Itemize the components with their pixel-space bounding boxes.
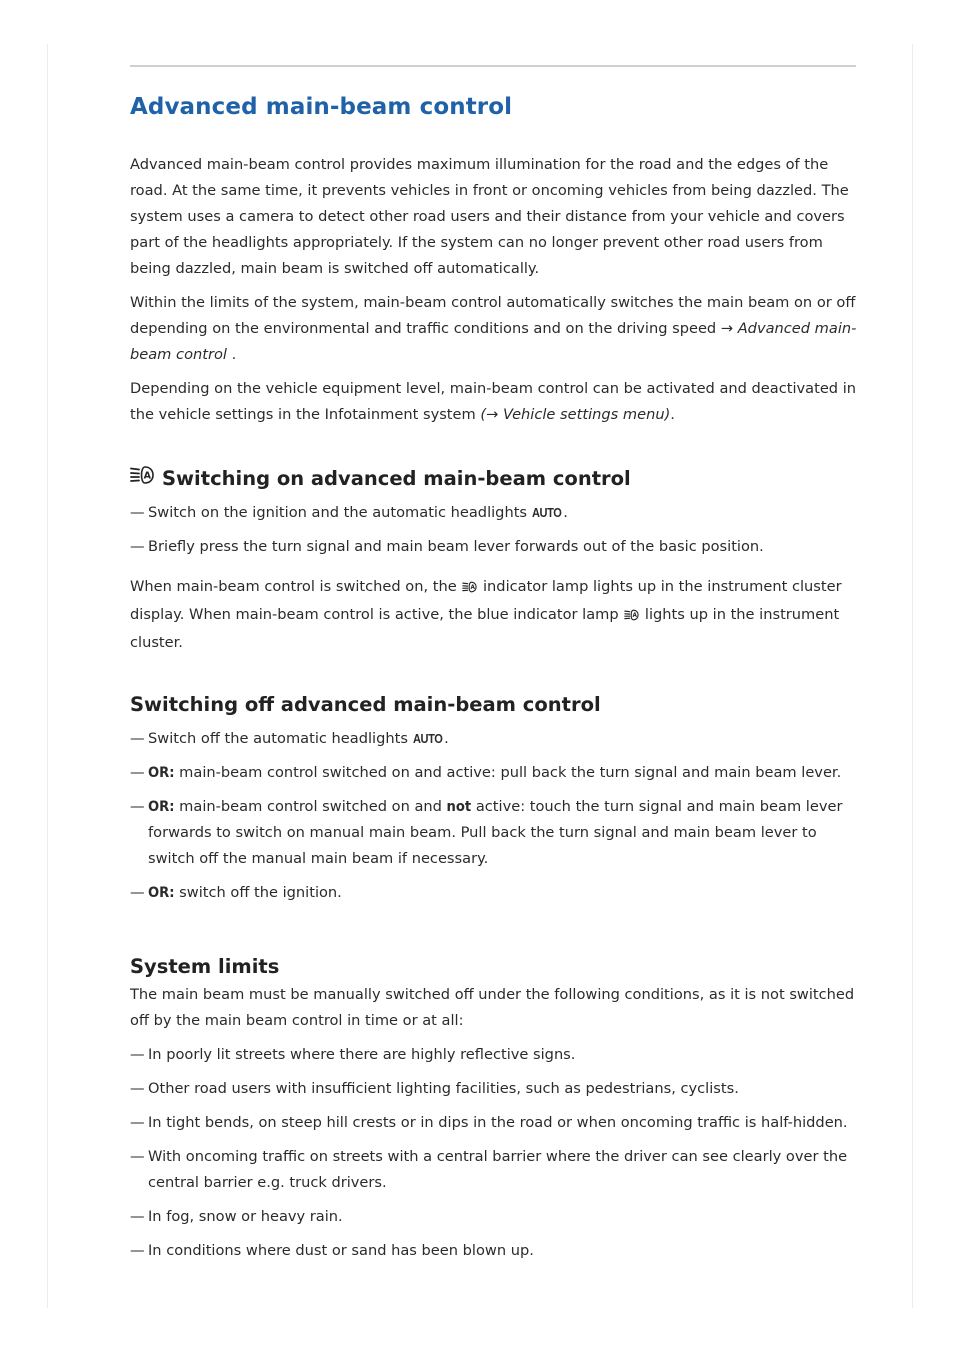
list-item: — Other road users with insufficient lighting facilities, such as pedestrians, cyclists. xyxy=(130,1076,858,1102)
list-item: — With oncoming traffic on streets with a central barrier where the driver can see clearly over the central barrier e.g. truck drivers. xyxy=(130,1144,858,1196)
list-item: — In tight bends, on steep hill crests or in dips in the road or when oncoming traffic is half-hidden. xyxy=(130,1110,858,1136)
system-limits-list xyxy=(130,1042,858,1264)
list-item: — Briefly press the turn signal and main beam lever forwards out of the basic position. xyxy=(130,534,858,560)
auto-headlight-badge: AUTO xyxy=(531,505,562,520)
settings-paragraph: Depending on the vehicle equipment level, main-beam control can be activated and deactivated in the vehicle settings in the Infotainment system (→ Vehicle settings menu). xyxy=(130,380,857,423)
advanced-main-beam-link[interactable]: → Advanced main-beam control xyxy=(130,320,857,363)
page-title: Advanced main-beam control xyxy=(130,94,513,120)
or-label: OR: xyxy=(148,764,175,781)
or-label: OR: xyxy=(148,884,175,901)
svg-text:A: A xyxy=(470,585,476,592)
list-item: — In conditions where dust or sand has been blown up. xyxy=(130,1238,858,1264)
list-item: — Switch on the ignition and the automatic headlights AUTO . xyxy=(130,500,858,526)
document-body xyxy=(130,88,858,1264)
indicator-lamp-note: When main-beam control is switched on, the A indicator lamp lights up in the instrument cluster display. When main-beam control is active, the blue indicator lamp A lights up in the instrument cluster. xyxy=(130,578,842,651)
switch-off-steps xyxy=(130,726,858,906)
list-item: — Switch off the automatic headlights AUTO . xyxy=(130,726,858,752)
main-beam-indicator-icon xyxy=(623,604,640,630)
auto-main-beam-icon xyxy=(130,464,154,494)
intro-paragraph: Advanced main-beam control provides maximum illumination for the road and the edges of the road. At the same time, it prevents vehicles in front or oncoming vehicles from being dazzled. The system uses a camera to detect other road users and their distance from your vehicle and covers part of the headlights appropriately. If the system can no longer prevent other road users from being dazzled, main beam is switched off automatically. xyxy=(130,156,849,277)
switch-on-heading: A Switching on advanced main-beam control xyxy=(130,464,858,494)
or-label: OR: xyxy=(148,798,175,815)
svg-text:A: A xyxy=(632,613,638,620)
auto-headlight-badge: AUTO xyxy=(412,731,442,746)
list-item: — In poorly lit streets where there are highly reflective signs. xyxy=(130,1042,858,1068)
not-emphasis: not xyxy=(446,798,472,815)
page-margin-line-right xyxy=(912,44,913,1308)
list-item: — OR: main-beam control switched on and not active: touch the turn signal and main beam lever forwards to switch on manual main beam. Pull back the turn signal and main beam lever to switch off the manual main beam if necessary. xyxy=(130,794,858,872)
page-margin-line-left xyxy=(47,44,48,1308)
system-limits-intro: The main beam must be manually switched off under the following conditions, as it is not switched off by the main beam control in time or at all: xyxy=(130,986,855,1029)
limits-paragraph: Within the limits of the system, main-beam control automatically switches the main beam on or off depending on the environmental and traffic conditions and on the driving speed → Advanced main-beam control . xyxy=(130,294,857,363)
top-divider xyxy=(130,65,856,67)
svg-text:A: A xyxy=(143,470,151,482)
arrow-right-icon: → xyxy=(720,320,734,337)
switch-on-steps xyxy=(130,500,858,560)
list-item: — OR: main-beam control switched on and active: pull back the turn signal and main beam lever. xyxy=(130,760,858,786)
switch-off-heading: Switching off advanced main-beam control xyxy=(130,693,601,716)
list-item: — OR: switch off the ignition. xyxy=(130,880,858,906)
vehicle-settings-link[interactable]: (→ Vehicle settings menu) xyxy=(480,406,671,423)
list-item: — In fog, snow or heavy rain. xyxy=(130,1204,858,1230)
system-limits-heading: System limits xyxy=(130,955,280,978)
main-beam-indicator-icon xyxy=(461,576,478,602)
